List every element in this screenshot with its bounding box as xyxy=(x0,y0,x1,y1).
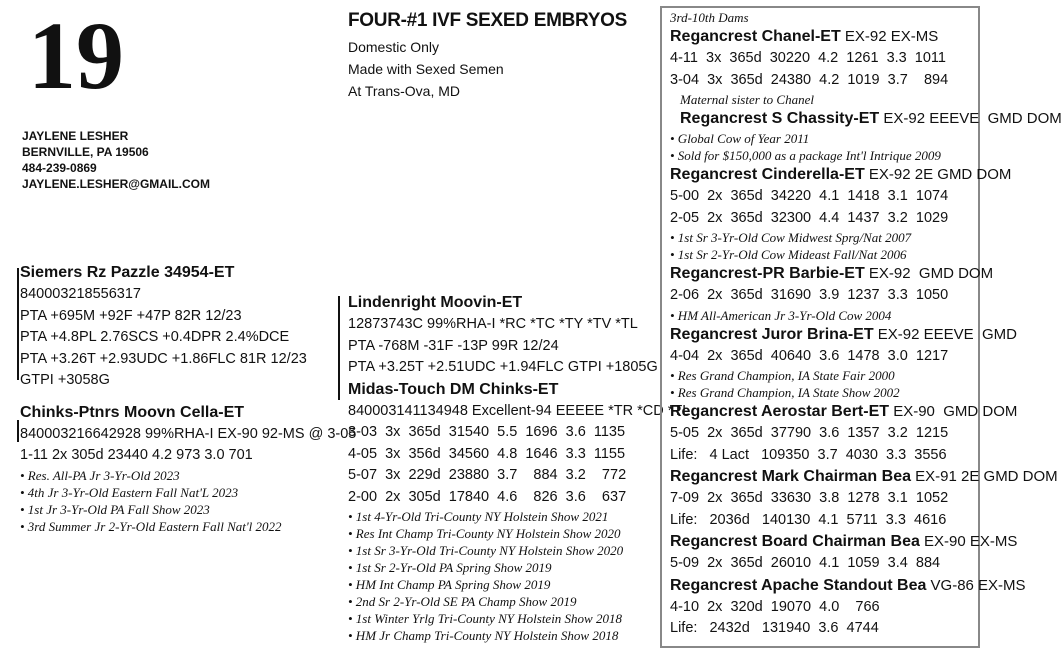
offering-line: Domestic Only xyxy=(348,39,440,55)
dam-entry-note: • Res Grand Champion, IA State Fair 2000 xyxy=(670,368,895,383)
dam-entry-name-text: Regancrest Cinderella-ET xyxy=(670,166,865,183)
dam-entry-name-text: Regancrest Mark Chairman Bea xyxy=(670,468,911,485)
dam-entry-classification: EX-90 EX-MS xyxy=(919,533,1018,550)
dam-entry-classification: EX-92 GMD DOM xyxy=(864,265,994,282)
dam-entry-record: 4-04 2x 365d 40640 3.6 1478 3.0 1217 xyxy=(670,347,949,364)
granddam-note: • HM Int Champ PA Spring Show 2019 xyxy=(348,577,551,592)
dam-entry-name xyxy=(670,531,1018,553)
dam-entry-name-text: Regancrest Apache Standout Bea xyxy=(670,576,927,594)
dam-note: • 4th Jr 3-Yr-Old Eastern Fall Nat'L 2023 xyxy=(20,484,239,500)
dams-list xyxy=(670,26,1062,640)
granddam-line: 4-05 3x 356d 34560 4.8 1646 3.3 1155 xyxy=(348,445,626,462)
consignor-city: BERNVILLE, PA 19506 xyxy=(22,145,149,159)
dam-line: 840003216642928 99%RHA-I EX-90 92-MS @ 3-05 xyxy=(20,425,357,442)
dam-name: Chinks-Ptnrs Moovn Cella-ET xyxy=(20,403,245,421)
lot-number: 19 xyxy=(28,2,124,109)
dam-entry-record: Life: 2432d 131940 3.6 4744 xyxy=(670,620,879,636)
dam-entry-record: 5-09 2x 365d 26010 4.1 1059 3.4 884 xyxy=(670,555,941,571)
granddam-note: • 1st Sr 2-Yr-Old PA Spring Show 2019 xyxy=(348,560,552,575)
dam-note: • Res. All-PA Jr 3-Yr-Old 2023 xyxy=(20,467,180,483)
granddam-line: 5-07 3x 229d 23880 3.7 884 3.2 772 xyxy=(348,467,627,483)
offering-line: At Trans-Ova, MD xyxy=(348,83,461,99)
sire-dam-column xyxy=(20,262,357,535)
dam-entry-record: Life: 2036d 140130 4.1 5711 3.3 4616 xyxy=(670,511,947,528)
dam-entry-note: • HM All-American Jr 3-Yr-Old Cow 2004 xyxy=(670,307,892,323)
dam-entry-record: 2-05 2x 365d 32300 4.4 1437 3.2 1029 xyxy=(670,209,949,226)
dam-note: • 1st Jr 3-Yr-Old PA Fall Show 2023 xyxy=(20,501,210,517)
dam-entry-record: 5-00 2x 365d 34220 4.1 1418 3.1 1074 xyxy=(670,188,949,204)
consignor-email: JAYLENE.LESHER@GMAIL.COM xyxy=(22,177,210,191)
dam-entry-classification: VG-86 EX-MS xyxy=(926,576,1026,594)
dam-entry-name xyxy=(670,324,1017,346)
granddam-note: • 2nd Sr 2-Yr-Old SE PA Champ Show 2019 xyxy=(348,594,577,609)
sire-line: 840003218556317 xyxy=(20,286,141,302)
pedigree-bracket xyxy=(338,296,340,400)
dam-entry-record: 5-05 2x 365d 37790 3.6 1357 3.2 1215 xyxy=(670,425,949,441)
dam-entry-name xyxy=(670,263,994,285)
dam-entry-record: 3-04 3x 365d 24380 4.2 1019 3.7 894 xyxy=(670,71,949,88)
offering-line: Made with Sexed Semen xyxy=(348,61,504,77)
dam-entry-note: • Sold for $150,000 as a package Int'l Intrique 2009 xyxy=(670,148,941,163)
maternal-sire-name: Lindenright Moovin-ET xyxy=(348,294,523,311)
dam-entry-name xyxy=(670,108,1062,130)
dam-entry-record: 4-10 2x 320d 19070 4.0 766 xyxy=(670,598,880,615)
dam-line: 1-11 2x 305d 23440 4.2 973 3.0 701 xyxy=(20,447,253,463)
dam-entry-name-text: Regancrest Board Chairman Bea xyxy=(670,533,920,550)
granddam-name: Midas-Touch DM Chinks-ET xyxy=(348,380,559,398)
granddam-note: • 1st Winter Yrlg Tri-County NY Holstein Show 2018 xyxy=(348,611,622,626)
dams-box xyxy=(660,6,1062,648)
dams-box-header: 3rd-10th Dams xyxy=(670,10,749,25)
consignor-info xyxy=(22,128,210,192)
consignor-phone: 484-239-0869 xyxy=(22,161,97,175)
dam-entry-name xyxy=(670,26,970,48)
dam-entry-name-text: Regancrest Juror Brina-ET xyxy=(670,325,874,343)
sire-line: GTPI +3058G xyxy=(20,372,110,388)
maternal-sire-line: 12873743C 99%RHA-I *RC *TC *TY *TV *TL xyxy=(348,316,638,332)
maternal-column xyxy=(348,292,691,644)
consignor-name: JAYLENE LESHER xyxy=(22,129,129,143)
granddam-note: • HM Jr Champ Tri-County NY Holstein Show 2018 xyxy=(348,628,619,643)
dam-entry-name-text: Regancrest Chanel-ET xyxy=(670,28,841,45)
dam-entry-prefix: Maternal sister to Chanel xyxy=(680,92,814,107)
dam-entry-classification: EX-91 2E GMD DOM xyxy=(910,468,1058,485)
dam-entry-classification: EX-92 EEEVE GMD xyxy=(873,325,1017,343)
dam-entry-name xyxy=(670,164,1012,186)
granddam-note: • 1st Sr 3-Yr-Old Tri-County NY Holstein Show 2020 xyxy=(348,543,624,558)
dam-entry-classification: EX-92 2E GMD DOM xyxy=(864,166,1012,183)
granddam-line: 2-00 2x 305d 17840 4.6 826 3.6 637 xyxy=(348,488,627,505)
sire-line: PTA +4.8PL 2.76SCS +0.4DPR 2.4%DCE xyxy=(20,329,290,345)
dam-entry-note: • Global Cow of Year 2011 xyxy=(670,131,810,146)
granddam-line: 840003141134948 Excellent-94 EEEEE *TR *CD *TL xyxy=(348,402,691,419)
sire-line: PTA +695M +92F +47P 82R 12/23 xyxy=(20,307,242,324)
offering-title: FOUR-#1 IVF SEXED EMBRYOS xyxy=(348,10,627,31)
pedigree-bracket xyxy=(17,268,19,380)
granddam-note: • Res Int Champ Tri-County NY Holstein Show 2020 xyxy=(348,526,621,541)
dam-entry-name-text: Regancrest S Chassity-ET xyxy=(680,110,880,127)
dam-entry-record: 7-09 2x 365d 33630 3.8 1278 3.1 1052 xyxy=(670,490,949,506)
offering-details xyxy=(348,36,504,102)
dam-entry-classification: EX-90 GMD DOM xyxy=(889,403,1018,420)
granddam-note: • 1st 4-Yr-Old Tri-County NY Holstein Show 2021 xyxy=(348,509,609,524)
dam-entry-classification: EX-92 EEEVE GMD DOM xyxy=(879,110,1062,127)
sire-line: PTA +3.26T +2.93UDC +1.86FLC 81R 12/23 xyxy=(20,350,307,367)
dam-entry-note: • 1st Sr 2-Yr-Old Cow Mideast Fall/Nat 2006 xyxy=(670,247,907,262)
dam-entry-record: 2-06 2x 365d 31690 3.9 1237 3.3 1050 xyxy=(670,287,949,303)
pedigree-bracket xyxy=(17,420,19,442)
dam-entry-name-text: Regancrest-PR Barbie-ET xyxy=(670,265,865,282)
dam-entry-record: Life: 4 Lact 109350 3.7 4030 3.3 3556 xyxy=(670,446,947,463)
dam-entry-note: • Res Grand Champion, IA State Show 2002 xyxy=(670,385,900,400)
dam-entry-classification: EX-92 EX-MS xyxy=(840,28,939,45)
maternal-sire-line: PTA +3.25T +2.51UDC +1.94FLC GTPI +1805G xyxy=(348,359,658,375)
dam-note: • 3rd Summer Jr 2-Yr-Old Eastern Fall Nat'l 2022 xyxy=(20,518,282,534)
dam-entry-name xyxy=(670,575,1026,597)
dam-entry-name xyxy=(670,401,1018,423)
sire-name: Siemers Rz Pazzle 34954-ET xyxy=(20,264,235,281)
granddam-line: 3-03 3x 365d 31540 5.5 1696 3.6 1135 xyxy=(348,424,626,440)
dam-entry-record: 4-11 3x 365d 30220 4.2 1261 3.3 1011 xyxy=(670,50,946,66)
dam-entry-name xyxy=(670,466,1058,488)
dam-entry-note: • 1st Sr 3-Yr-Old Cow Midwest Sprg/Nat 2007 xyxy=(670,230,912,245)
maternal-sire-line: PTA -768M -31F -13P 99R 12/24 xyxy=(348,337,559,354)
dam-entry-name-text: Regancrest Aerostar Bert-ET xyxy=(670,403,890,420)
